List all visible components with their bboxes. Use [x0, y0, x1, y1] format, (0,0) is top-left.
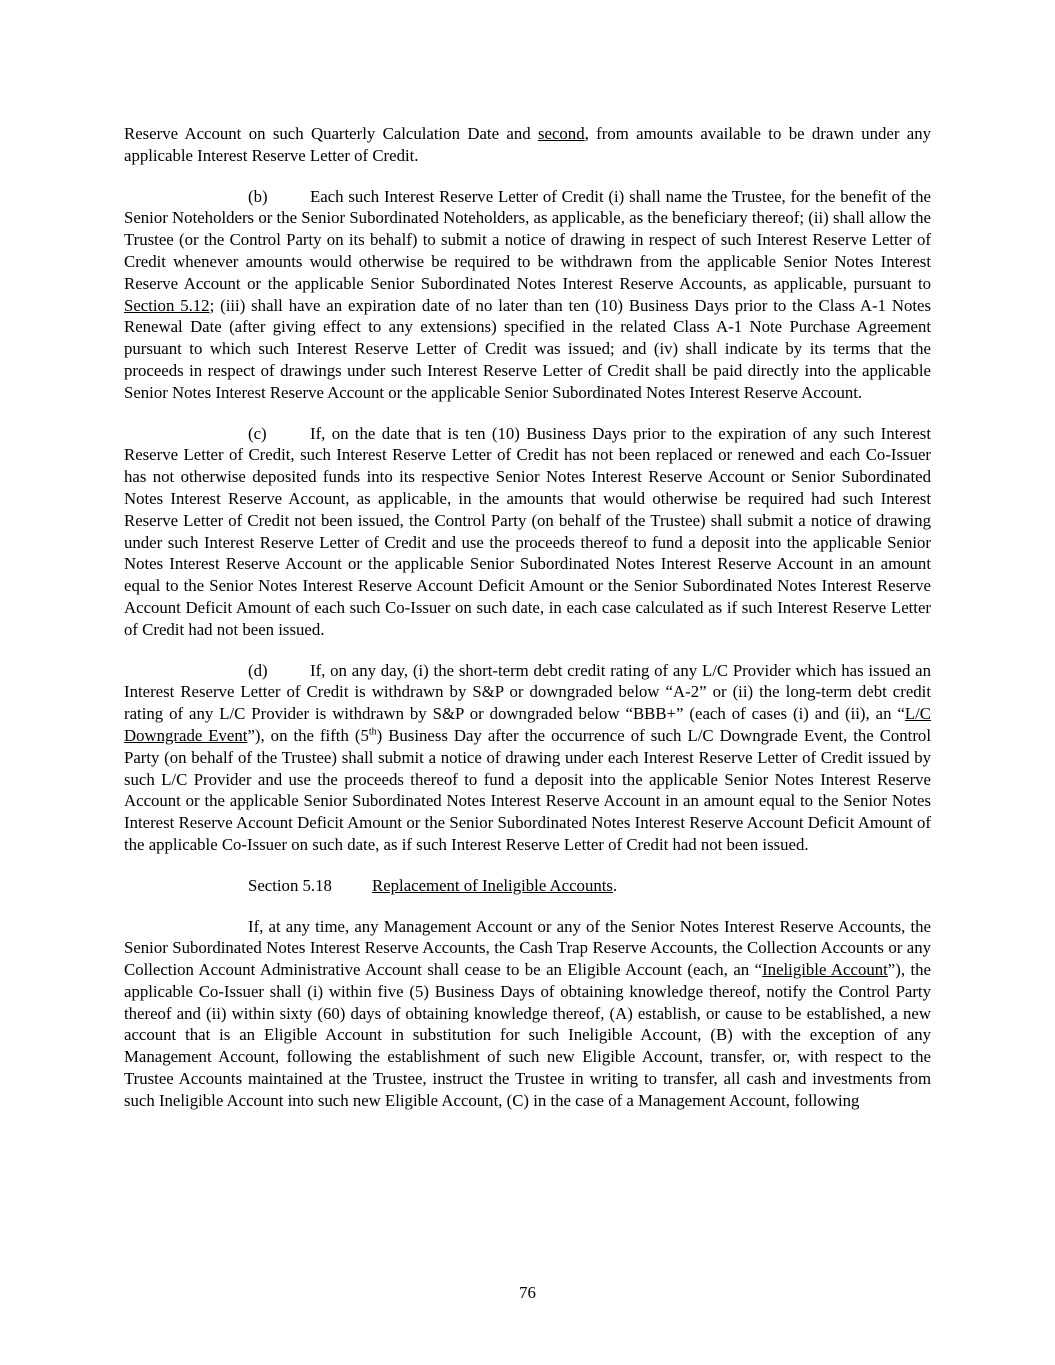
paragraph-label: (c): [248, 423, 267, 443]
paragraph-text: Each such Interest Reserve Letter of Credit (i) shall name the Trustee, for the benefit of the Senior Noteholders or the Senior Subordinated Noteholders, as applicable, as the beneficiary thereof; (ii) shall allow the Trustee (or the Control Party on its behalf) to submit a notice of drawing in respect of such Interest Reserve Letter of Credit whenever amounts would otherwise be required to be withdrawn from the applicable Senior Notes Interest Reserve Account or the applicable Senior Subordinated Notes Interest Reserve Accounts, as applicable, pursuant to: [124, 186, 931, 293]
paragraph-c: [124, 423, 931, 641]
paragraph-text: If, at any time, any Management Account or any of the Senior Notes Interest Reserve Accounts, the Senior Subordinated Notes Interest Reserve Accounts, the Cash Trap Reserve Accounts, the Collection Accounts or any Collection Account Administrative Account shall cease to be an Eligible Account (each, an “: [124, 916, 931, 980]
paragraph-ineligible-accounts: [124, 916, 931, 1112]
paragraph-text: If, on any day, (i) the short-term debt credit rating of any L/C Provider which has issued an Interest Reserve Letter of Credit is withdrawn by S&P or downgraded below “A-2” or (ii) the long-term debt credit rating of any L/C Provider is withdrawn by S&P or downgraded below “BBB+” (each of cases (i) and (ii), an “: [124, 660, 931, 724]
defined-term-second: second: [537, 124, 585, 143]
paragraph-text: Reserve Account on such Quarterly Calculation Date and: [124, 124, 538, 143]
paragraph-a-continuation: [124, 123, 931, 167]
paragraph-text: ”), on the fifth (5: [247, 725, 369, 745]
paragraph-text: If, on the date that is ten (10) Business Days prior to the expiration of any such Interest Reserve Letter of Credit, such Interest Reserve Letter of Credit has not been replaced or renewed and each Co-Issuer has not otherwise deposited funds into its respective Senior Notes Interest Reserve Account or Senior Subordinated Notes Interest Reserve Account, as applicable, in the amounts that would otherwise be required had such Interest Reserve Letter of Credit not been issued, the Control Party (on behalf of the Trustee) shall submit a notice of drawing under such Interest Reserve Letter of Credit and use the proceeds thereof to fund a deposit into the applicable Senior Notes Interest Reserve Account or the applicable Senior Subordinated Notes Interest Reserve Account in an amount equal to the Senior Notes Interest Reserve Account Deficit Amount or the Senior Subordinated Notes Interest Reserve Account Deficit Amount of each such Co-Issuer on such date, in each case calculated as if such Interest Reserve Letter of Credit had not been issued.: [124, 423, 931, 639]
paragraph-text: ”), the applicable Co-Issuer shall (i) within five (5) Business Days of obtaining knowledge thereof, notify the Control Party thereof and (ii) within sixty (60) days of obtaining knowledge thereof, (A) establish, or cause to be established, a new account that is an Eligible Account in substitution for such Ineligible Account, (B) with the exception of any Management Account, following the establishment of such new Eligible Account, transfer, or, with respect to the Trustee Accounts maintained at the Trustee, instruct the Trustee in writing to transfer, all cash and investments from such Ineligible Account into such new Eligible Account, (C) in the case of a Management Account, following: [124, 960, 931, 1110]
section-title-period: .: [612, 875, 618, 895]
section-number: Section 5.18: [248, 875, 332, 895]
section-heading: [124, 875, 931, 897]
document-body: [124, 123, 931, 1131]
paragraph-d: [124, 660, 931, 856]
defined-term-lc-downgrade-event: L/C Downgrade Event: [124, 704, 931, 745]
page-number: 76: [519, 1283, 536, 1302]
paragraph-text: , from amounts available to be drawn under any applicable Interest Reserve Letter of Credit.: [124, 124, 932, 165]
ordinal-superscript: th: [368, 726, 377, 738]
section-reference-link[interactable]: Section 5.12: [124, 295, 210, 315]
paragraph-b: [124, 186, 931, 404]
paragraph-text: ; (iii) shall have an expiration date of no later than ten (10) Business Days prior to the Class A-1 Notes Renewal Date (after giving effect to any extensions) specified in the related Class A-1 Note Purchase Agreement pursuant to which such Interest Reserve Letter of Credit was issued; and (iv) shall indicate by its terms that the proceeds in respect of drawings under such Interest Reserve Letter of Credit shall be paid directly into the applicable Senior Notes Interest Reserve Account or the applicable Senior Subordinated Notes Interest Reserve Account.: [124, 295, 931, 402]
paragraph-text: ) Business Day after the occurrence of such L/C Downgrade Event, the Control Party (on behalf of the Trustee) shall submit a notice of drawing under each Interest Reserve Letter of Credit issued by such L/C Provider and use the proceeds thereof to fund a deposit into the applicable Senior Notes Interest Reserve Account or the applicable Senior Subordinated Notes Interest Reserve Account in an amount equal to the Senior Notes Interest Reserve Account Deficit Amount or the Senior Subordinated Notes Interest Reserve Account Deficit Amount of the applicable Co-Issuer on such date, as if such Interest Reserve Letter of Credit had not been issued.: [124, 725, 931, 854]
paragraph-label: (d): [248, 660, 268, 680]
section-title: Replacement of Ineligible Accounts: [372, 875, 613, 895]
paragraph-label: (b): [248, 186, 268, 206]
defined-term-ineligible-account: Ineligible Account: [762, 960, 888, 980]
